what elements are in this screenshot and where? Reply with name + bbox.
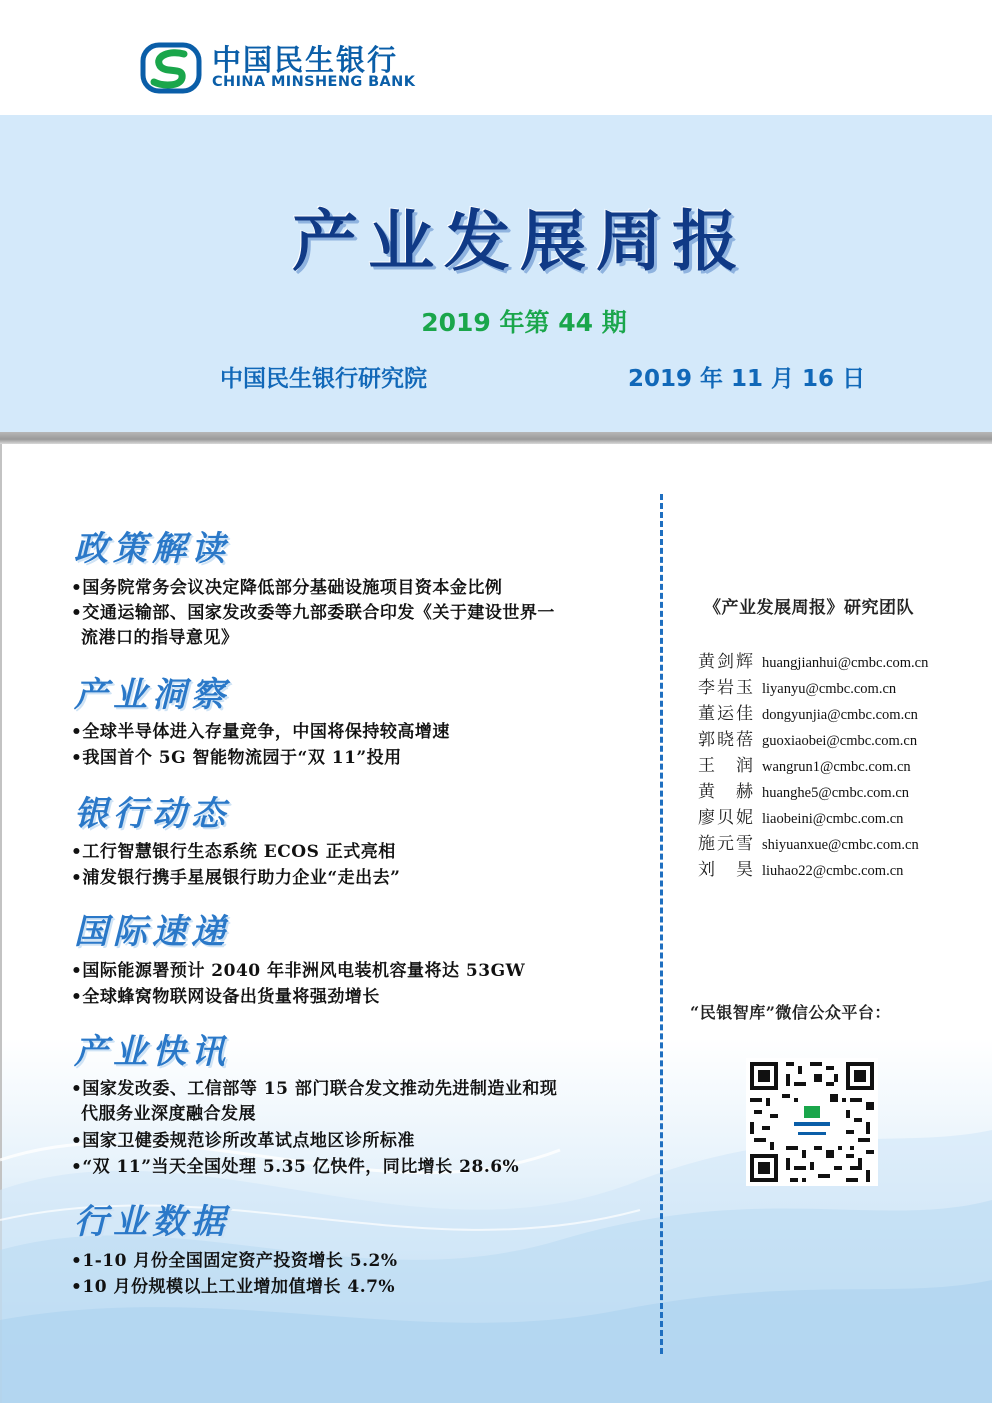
section-title-industry-insight: 产业洞察 xyxy=(74,675,230,715)
minsheng-logo-icon xyxy=(140,42,202,94)
bullet-item xyxy=(71,959,651,984)
team-member xyxy=(698,855,903,881)
section-title-bank-news: 银行动态 xyxy=(74,794,230,834)
publish-date: 2019 年 11 月 16 日 xyxy=(628,366,866,392)
section-title-policy: 政策解读 xyxy=(74,529,230,569)
member-email[interactable]: shiyuanxue@cmbc.com.cn xyxy=(762,837,919,853)
bullet-text: •全球蜂窝物联网设备出货量将强劲增长 xyxy=(71,987,380,1007)
team-member xyxy=(698,673,896,699)
qr-code-icon[interactable] xyxy=(746,1058,878,1186)
bullet-text: •交通运输部、国家发改委等九部委联合印发《关于建设世界一 xyxy=(71,603,555,623)
bullet-text: •国际能源署预计 2040 年非洲风电装机容量将达 53GW xyxy=(71,961,526,981)
report-title: 产业发展周报 xyxy=(292,202,748,280)
team-member xyxy=(698,829,919,855)
bank-logo xyxy=(140,38,430,98)
member-name: 郭晓蓓 xyxy=(698,730,755,750)
bullet-text: •我国首个 5G 智能物流园于“双 11”投用 xyxy=(71,748,402,768)
bullet-item xyxy=(71,1249,651,1274)
bullet-text: •1-10 月份全国固定资产投资增长 5.2% xyxy=(71,1251,398,1271)
team-member xyxy=(698,725,917,751)
member-email[interactable]: liyanyu@cmbc.com.cn xyxy=(762,681,897,697)
member-email[interactable]: wangrun1@cmbc.com.cn xyxy=(762,759,911,775)
member-name: 施元雪 xyxy=(698,834,755,854)
banner-divider xyxy=(0,432,992,444)
bullet-item xyxy=(71,746,651,771)
member-name: 王 润 xyxy=(698,756,755,776)
bullet-item xyxy=(71,1129,651,1154)
member-name: 黄剑辉 xyxy=(698,652,755,672)
bullet-text: •浦发银行携手星展银行助力企业“走出去” xyxy=(71,868,401,888)
institute-name: 中国民生银行研究院 xyxy=(220,366,427,392)
bullet-item xyxy=(71,576,651,601)
bullet-item xyxy=(71,1077,651,1127)
bullet-item xyxy=(71,1155,651,1180)
section-title-international: 国际速递 xyxy=(74,912,230,952)
bullet-item xyxy=(71,985,651,1010)
page-header xyxy=(0,0,992,115)
bullet-text: •10 月份规模以上工业增加值增长 4.7% xyxy=(71,1277,396,1297)
bullet-text: •“双 11”当天全国处理 5.35 亿快件，同比增长 28.6% xyxy=(71,1157,520,1177)
bullet-text: •工行智慧银行生态系统 ECOS 正式亮相 xyxy=(71,842,396,862)
column-divider xyxy=(660,494,663,1354)
bullet-text-continued: 流港口的指导意见》 xyxy=(81,628,239,648)
bullet-text: •国务院常务会议决定降低部分基础设施项目资本金比例 xyxy=(71,578,503,598)
member-email[interactable]: huangjianhui@cmbc.com.cn xyxy=(762,655,929,671)
section-title-industry-data: 行业数据 xyxy=(74,1202,230,1242)
logo-english-name: CHINA MINSHENG BANK xyxy=(212,74,416,90)
bullet-item xyxy=(71,601,651,651)
member-email[interactable]: dongyunjia@cmbc.com.cn xyxy=(762,707,918,723)
member-name: 董运佳 xyxy=(698,704,755,724)
bullet-text: •全球半导体进入存量竞争，中国将保持较高增速 xyxy=(71,722,450,742)
team-member xyxy=(698,777,909,803)
team-member xyxy=(698,647,928,673)
issue-number: 2019 年第 44 期 xyxy=(421,308,627,337)
member-email[interactable]: liuhao22@cmbc.com.cn xyxy=(762,863,904,879)
bullet-text: •国家发改委、工信部等 15 部门联合发文推动先进制造业和现 xyxy=(71,1079,558,1099)
member-email[interactable]: guoxiaobei@cmbc.com.cn xyxy=(762,733,918,749)
member-name: 黄 赫 xyxy=(698,782,755,802)
bullet-text-continued: 代服务业深度融合发展 xyxy=(81,1104,256,1124)
wechat-label: “民银智库”微信公众平台： xyxy=(690,1003,891,1022)
member-name: 廖贝妮 xyxy=(698,808,755,828)
member-email[interactable]: liaobeini@cmbc.com.cn xyxy=(762,811,904,827)
logo-chinese-name: 中国民生银行 xyxy=(212,43,399,77)
team-member xyxy=(698,751,911,777)
team-member xyxy=(698,699,918,725)
bullet-item xyxy=(71,866,651,891)
member-name: 刘 昊 xyxy=(698,860,755,880)
bullet-text: •国家卫健委规范诊所改革试点地区诊所标准 xyxy=(71,1131,415,1151)
bullet-item xyxy=(71,1275,651,1300)
member-name: 李岩玉 xyxy=(698,678,755,698)
member-email[interactable]: huanghe5@cmbc.com.cn xyxy=(762,785,910,801)
bullet-item xyxy=(71,840,651,865)
section-title-industry-flash: 产业快讯 xyxy=(74,1032,230,1072)
bullet-item xyxy=(71,720,651,745)
team-title: 《产业发展周报》研究团队 xyxy=(704,598,914,618)
team-member xyxy=(698,803,903,829)
